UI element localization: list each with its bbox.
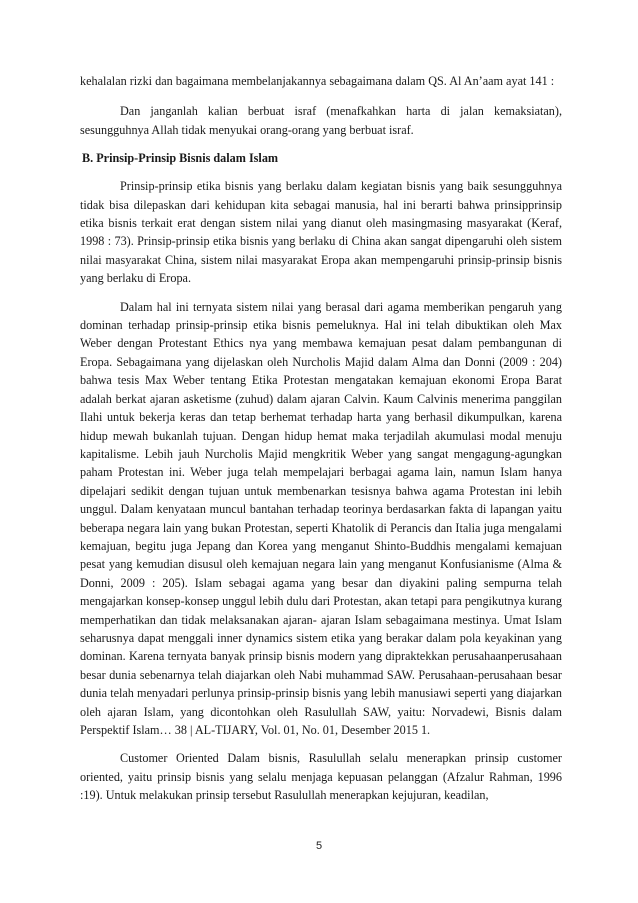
- body-paragraph-1: Prinsip-prinsip etika bisnis yang berlaku dalam kegiatan bisnis yang baik sesungguhnya tidak bisa dilepaskan dari kehidupan kita sebagai manusia, hal ini berarti bahwa prinsipprinsip etika bisnis terkait erat dengan sistem nilai yang dianut oleh masingmasing masyarakat (Keraf, 1998 : 73). Prinsip-prinsip etika bisnis yang berlaku di China akan sangat dipengaruhi oleh sistem nilai masyarakat China, sistem nilai masyarakat Eropa akan mempengaruhi prinsip-prinsip bisnis yang berlaku di Eropa.: [80, 179, 562, 286]
- page-number: 5: [315, 840, 323, 852]
- body-paragraph-3: Customer Oriented Dalam bisnis, Rasulullah selalu menerapkan prinsip customer oriented, yaitu prinsip bisnis yang selalu menjaga kepuasan pelanggan (Afzalur Rahman, 1996 :19). Untuk melakukan prinsip tersebut Rasulullah menerapkan kejujuran, keadilan,: [80, 751, 562, 803]
- page-body: [80, 72, 562, 805]
- section-heading: B. Prinsip-Prinsip Bisnis dalam Islam: [82, 151, 279, 166]
- body-paragraph-2: Dalam hal ini ternyata sistem nilai yang berasal dari agama memberikan pengaruh yang dominan terhadap prinsip-prinsip etika bisnis pemeluknya. Hal ini telah dibuktikan oleh Max Weber dengan Protestant Ethics nya yang membawa kemajuan pesat dalam pembangunan di Eropa. Sebagaimana yang dijelaskan oleh Nurcholis Majid dalam Alma dan Donni (2009 : 204) bahwa tesis Max Weber tentang Etika Protestan mengatakan kemajuan ekonomi Eropa Barat adalah berkat ajaran asketisme (zuhud) dalam ajaran Calvin. Kaum Calvinis menerima panggilan Ilahi untuk bekerja keras dan tetap berhemat terhadap harta yang berhasil dikumpulkan, karena hidup mewah bukanlah tujuan. Dengan hidup hemat maka terjadilah akumulasi modal menuju kapitalisme. Lebih jauh Nurcholis Majid mengkritik Weber yang sangat mengagung-agungkan paham Protestan ini. Weber juga telah mempelajari berbagai agama lain, namun Islam hanya dipelajari sedikit dengan tujuan untuk membenarkan tesisnya bahwa agama Protestan ini lebih unggul. Dalam kenyataan muncul bantahan terhadap teorinya berdasarkan fakta di lapangan yaitu beberapa negara lain yang bukan Protestan, seperti Khatolik di Perancis dan Italia juga mengalami kemajuan, begitu juga Jepang dan Korea yang menganut Shinto-Buddhis mengalami kemajuan pesat yang kemudian disusul oleh kemajuan negara lain yang menganut Konfusianisme (Alma & Donni, 2009 : 205). Islam sebagai agama yang besar dan diyakini paling sempurna telah mengajarkan konsep-konsep unggul lebih dulu dari Protestan, akan tetapi para pengikutnya kurang memperhatikan dan tidak melaksanakan ajaran- ajaran Islam sebagaimana mestinya. Umat Islam seharusnya dapat menggali inner dynamics sistem etika yang berakar dalam pola keyakinan yang dominan. Karena ternyata banyak prinsip bisnis modern yang dipraktekkan perusahaanperusahaan besar dunia sebenarnya telah diajarkan oleh Nabi muhammad SAW. Perusahaan-perusahaan besar dunia telah menyadari perlunya prinsip-prinsip bisnis yang lebih manusiawi seperti yang diajarkan oleh ajaran Islam, yang dicontohkan oleh Rasulullah SAW, yaitu: Norvadewi, Bisnis dalam Perspektif Islam… 38 | AL-TIJARY, Vol. 01, No. 01, Desember 2015 1.: [80, 299, 562, 737]
- intro-paragraph: kehalalan rizki dan bagaimana membelanjakannya sebagaimana dalam QS. Al An’aam ayat 141 :: [80, 74, 555, 88]
- quote-paragraph: Dan janganlah kalian berbuat israf (menafkahkan harta di jalan kemaksiatan), sesungguhnya Allah tidak menyukai orang-orang yang berbuat israf.: [80, 104, 562, 137]
